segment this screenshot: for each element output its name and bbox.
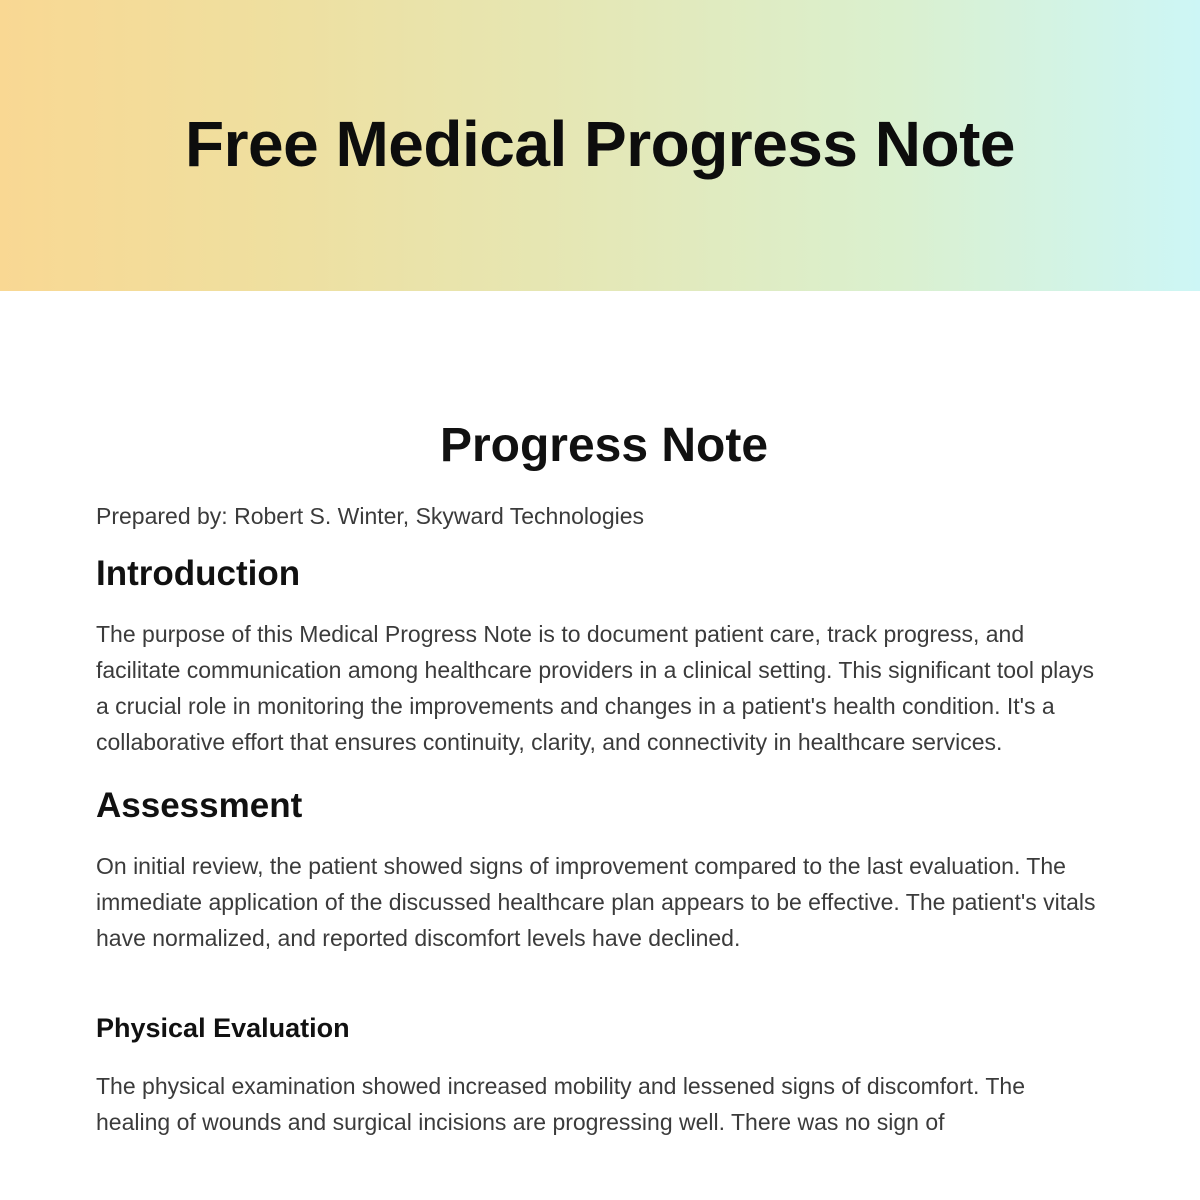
physical-evaluation-heading: Physical Evaluation (96, 1013, 350, 1043)
prepared-by: Prepared by: Robert S. Winter, Skyward Technologies (96, 503, 645, 529)
section-physical-evaluation (96, 1010, 1096, 1140)
section-assessment (96, 784, 1096, 956)
section-introduction (96, 552, 1096, 760)
document-body (96, 414, 1096, 1140)
introduction-text: The purpose of this Medical Progress Note is to document patient care, track progress, and facilitate communication among healthcare providers in a clinical setting. This significant tool plays a crucial role in monitoring the improvements and changes in a patient's health condition. It's a collaborative effort that ensures continuity, clarity, and connectivity in healthcare services. (96, 621, 1095, 755)
assessment-text: On initial review, the patient showed signs of improvement compared to the last evaluation. The immediate application of the discussed healthcare plan appears to be effective. The patient's vitals have normalized, and reported discomfort levels have declined. (96, 853, 1096, 951)
physical-evaluation-text: The physical examination showed increased mobility and lessened signs of discomfort. The healing of wounds and surgical incisions are progressing well. There was no sign of (96, 1073, 1026, 1135)
header-banner (0, 0, 1200, 291)
document-title: Progress Note (439, 419, 769, 472)
assessment-heading: Assessment (96, 786, 303, 825)
banner-title: Free Medical Progress Note (185, 107, 1015, 180)
introduction-heading: Introduction (96, 554, 301, 593)
